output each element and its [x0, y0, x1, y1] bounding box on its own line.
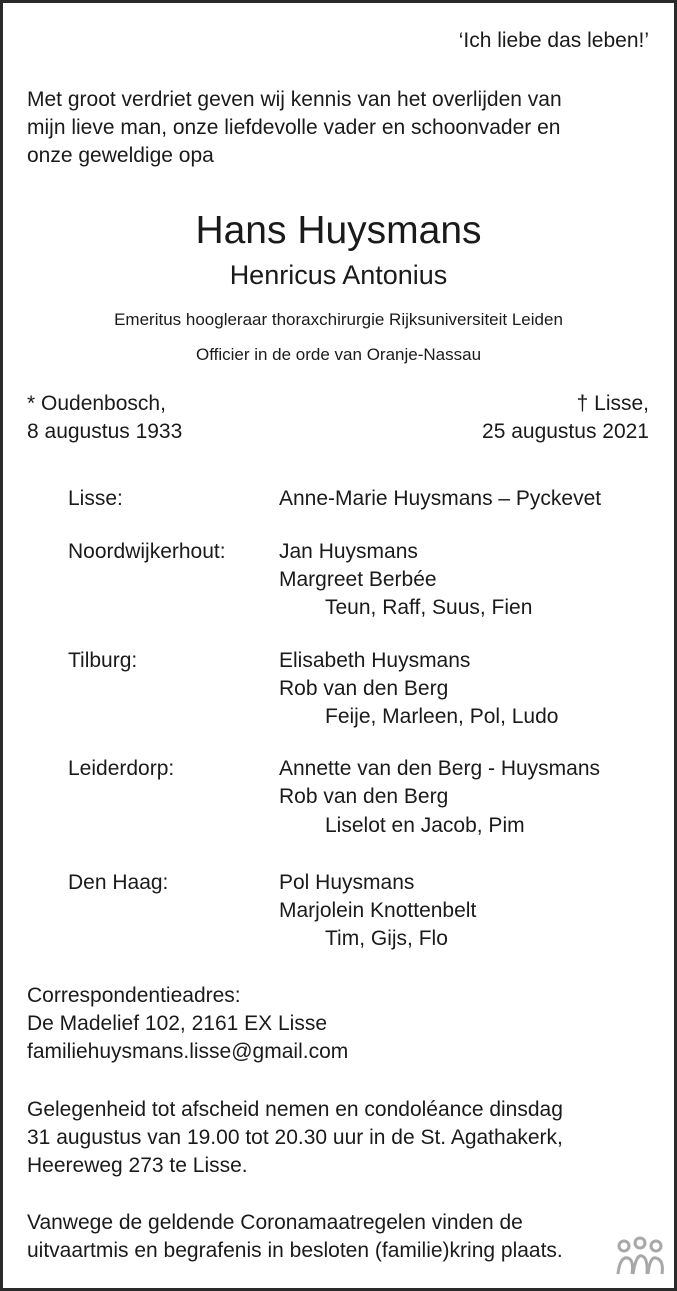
family-name: Rob van den Berg — [279, 677, 449, 700]
grandchildren: Tim, Gijs, Flo — [325, 927, 448, 950]
corona-line: Vanwege de geldende Coronamaatregelen vinden de — [27, 1211, 523, 1234]
family-name: Margreet Berbée — [279, 568, 437, 591]
farewell-line: Heereweg 273 te Lisse. — [27, 1154, 248, 1177]
birth-place: * Oudenbosch, — [27, 392, 166, 415]
death-place: † Lisse, — [576, 392, 649, 415]
birth-date: 8 augustus 1933 — [27, 420, 183, 443]
correspondence-address: De Madelief 102, 2161 EX Lisse — [27, 1012, 328, 1035]
family-name: Rob van den Berg — [279, 785, 449, 808]
corona-line: uitvaartmis en begrafenis in besloten (familie)kring plaats. — [27, 1239, 563, 1262]
correspondence-label: Correspondentieadres: — [27, 984, 241, 1007]
grandchildren: Feije, Marleen, Pol, Ludo — [325, 705, 559, 728]
deceased-name: Hans Huysmans — [195, 209, 482, 252]
motto: ‘Ich liebe das leben!’ — [458, 29, 649, 52]
correspondence-email: familiehuysmans.lisse@gmail.com — [27, 1040, 349, 1063]
family-place: Noordwijkerhout: — [68, 540, 226, 563]
family-name: Elisabeth Huysmans — [279, 649, 471, 672]
family-name: Jan Huysmans — [279, 540, 418, 563]
family-name: Marjolein Knottenbelt — [279, 899, 477, 922]
given-names: Henricus Antonius — [229, 260, 448, 290]
death-date: 25 augustus 2021 — [482, 420, 649, 443]
family-name: Pol Huysmans — [279, 871, 415, 894]
farewell-line: Gelegenheid tot afscheid nemen en condoléance dinsdag — [27, 1098, 563, 1121]
farewell-line: 31 augustus van 19.00 tot 20.30 uur in de St. Agathakerk, — [27, 1126, 563, 1149]
family-name: Anne-Marie Huysmans – Pyckevet — [279, 487, 602, 510]
family-place: Lisse: — [68, 487, 123, 510]
family-place: Tilburg: — [68, 649, 138, 672]
people-icon — [614, 1236, 666, 1278]
intro-line: mijn lieve man, onze liefdevolle vader en schoonvader en — [27, 116, 561, 139]
intro-line: Met groot verdriet geven wij kennis van het overlijden van — [27, 88, 562, 111]
intro-line: onze geweldige opa — [27, 144, 214, 167]
grandchildren: Teun, Raff, Suus, Fien — [325, 596, 533, 619]
title-line: Emeritus hoogleraar thoraxchirurgie Rijksuniversiteit Leiden — [114, 310, 563, 329]
grandchildren: Liselot en Jacob, Pim — [325, 814, 525, 837]
family-place: Leiderdorp: — [68, 757, 175, 780]
title-line: Officier in de orde van Oranje-Nassau — [195, 345, 482, 364]
family-name: Annette van den Berg - Huysmans — [279, 757, 601, 780]
family-place: Den Haag: — [68, 871, 169, 894]
